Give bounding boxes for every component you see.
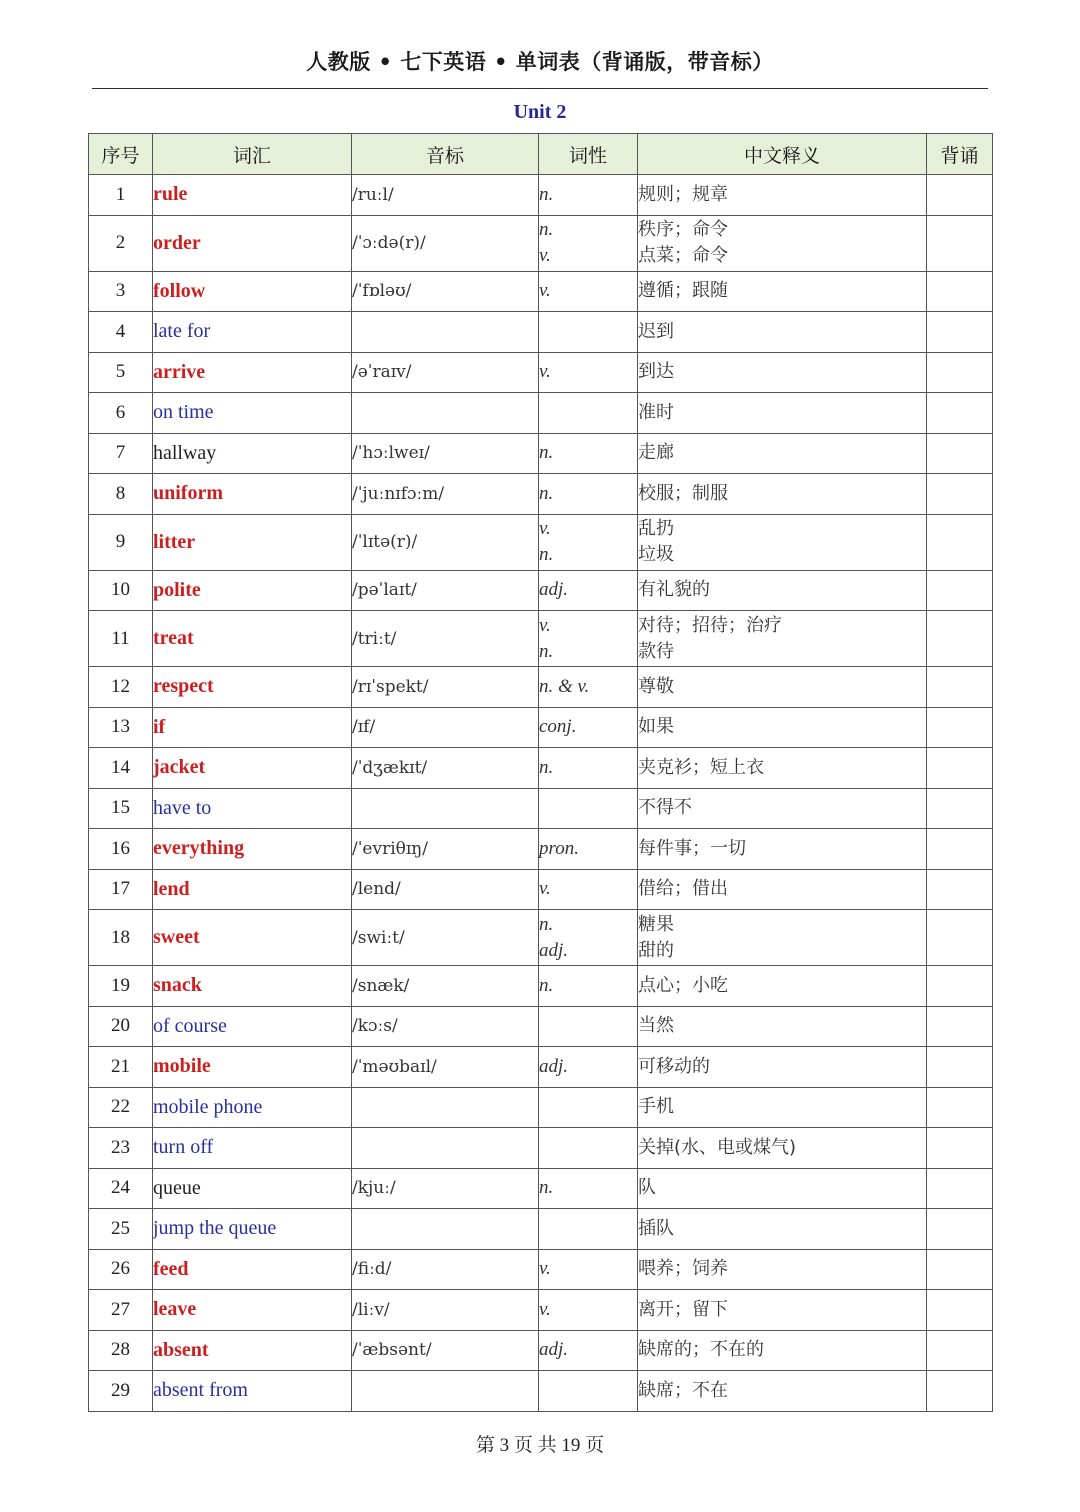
chinese-meaning-line: 每件事；一切 [638, 837, 746, 859]
part-of-speech-cell [539, 215, 638, 271]
row-number: 10 [89, 570, 153, 611]
part-of-speech-line: v. [539, 878, 551, 900]
chinese-meaning-line: 队 [638, 1177, 656, 1199]
chinese-meaning-cell [638, 1128, 927, 1169]
recite-cell [927, 352, 993, 393]
chinese-meaning-line: 离开；留下 [638, 1298, 728, 1320]
part-of-speech-cell [539, 433, 638, 474]
phonetic-cell: /triːt/ [352, 611, 539, 667]
word-cell: turn off [153, 1128, 352, 1169]
phonetic-cell: /snæk/ [352, 966, 539, 1007]
chinese-meaning-cell [638, 910, 927, 966]
part-of-speech-line: pron. [539, 837, 579, 859]
table-row [89, 1128, 993, 1169]
phonetic-cell [352, 393, 539, 434]
chinese-meaning-line: 尊敬 [638, 675, 674, 697]
table-row [89, 869, 993, 910]
chinese-meaning-cell [638, 1330, 927, 1371]
table-row [89, 1209, 993, 1250]
part-of-speech-cell [539, 966, 638, 1007]
part-of-speech-cell [539, 352, 638, 393]
table-row [89, 1006, 993, 1047]
recite-cell [927, 1128, 993, 1169]
recite-cell [927, 175, 993, 216]
chinese-meaning-cell [638, 474, 927, 515]
word-cell: feed [153, 1249, 352, 1290]
row-number: 12 [89, 667, 153, 708]
recite-cell [927, 966, 993, 1007]
row-number: 6 [89, 393, 153, 434]
table-row [89, 829, 993, 870]
header-phonetic: 音标 [352, 134, 539, 175]
chinese-meaning-line: 甜的 [638, 939, 674, 961]
chinese-meaning-line: 准时 [638, 401, 674, 423]
part-of-speech-cell [539, 1371, 638, 1412]
part-of-speech-cell [539, 1209, 638, 1250]
word-cell: uniform [153, 474, 352, 515]
page-footer: 第 3 页 共 19 页 [475, 1435, 605, 1456]
chinese-meaning-cell [638, 433, 927, 474]
row-number: 17 [89, 869, 153, 910]
word-cell: respect [153, 667, 352, 708]
word-cell: of course [153, 1006, 352, 1047]
word-cell: absent [153, 1330, 352, 1371]
row-number: 8 [89, 474, 153, 515]
chinese-meaning-cell [638, 514, 927, 570]
chinese-meaning-line: 走廊 [638, 442, 674, 464]
word-cell: mobile phone [153, 1087, 352, 1128]
table-row [89, 474, 993, 515]
chinese-meaning-cell [638, 570, 927, 611]
recite-cell [927, 1168, 993, 1209]
phonetic-cell: /ˈevriθɪŋ/ [352, 829, 539, 870]
table-header-row [89, 134, 993, 175]
chinese-meaning-cell [638, 393, 927, 434]
chinese-meaning-cell [638, 829, 927, 870]
part-of-speech-line: n. [539, 640, 554, 662]
chinese-meaning-cell [638, 312, 927, 353]
chinese-meaning-line: 可移动的 [638, 1055, 710, 1077]
word-cell: absent from [153, 1371, 352, 1412]
chinese-meaning-cell [638, 667, 927, 708]
part-of-speech-cell [539, 1047, 638, 1088]
table-body [89, 175, 993, 1412]
table-row [89, 1330, 993, 1371]
part-of-speech-line: n. [539, 482, 554, 504]
word-cell: everything [153, 829, 352, 870]
part-of-speech-cell [539, 514, 638, 570]
part-of-speech-cell [539, 271, 638, 312]
vocabulary-table [88, 133, 993, 1412]
recite-cell [927, 910, 993, 966]
row-number: 22 [89, 1087, 153, 1128]
phonetic-cell [352, 788, 539, 829]
part-of-speech-line: n. [539, 183, 554, 205]
part-of-speech-cell [539, 707, 638, 748]
table-row [89, 1087, 993, 1128]
chinese-meaning-cell [638, 1087, 927, 1128]
phonetic-cell: /ɪf/ [352, 707, 539, 748]
recite-cell [927, 271, 993, 312]
recite-cell [927, 707, 993, 748]
part-of-speech-cell [539, 829, 638, 870]
part-of-speech-line: n. [539, 974, 554, 996]
word-cell: mobile [153, 1047, 352, 1088]
word-cell: sweet [153, 910, 352, 966]
part-of-speech-line: v. [539, 1298, 551, 1320]
header-recite: 背诵 [927, 134, 993, 175]
chinese-meaning-line: 遵循；跟随 [638, 280, 728, 302]
row-number: 14 [89, 748, 153, 789]
row-number: 1 [89, 175, 153, 216]
recite-cell [927, 312, 993, 353]
phonetic-cell: /liːv/ [352, 1290, 539, 1331]
part-of-speech-line: n. [539, 756, 554, 778]
phonetic-cell: /swiːt/ [352, 910, 539, 966]
part-of-speech-line: v. [539, 1258, 551, 1280]
phonetic-cell: /ˈməʊbaɪl/ [352, 1047, 539, 1088]
phonetic-cell: /ˈhɔːlweɪ/ [352, 433, 539, 474]
part-of-speech-line: adj. [539, 579, 569, 601]
table-row [89, 788, 993, 829]
part-of-speech-cell [539, 393, 638, 434]
row-number: 18 [89, 910, 153, 966]
recite-cell [927, 1371, 993, 1412]
chinese-meaning-line: 规则；规章 [638, 183, 728, 205]
word-cell: arrive [153, 352, 352, 393]
word-cell: if [153, 707, 352, 748]
recite-cell [927, 1087, 993, 1128]
table-row [89, 1371, 993, 1412]
chinese-meaning-line: 糖果 [638, 913, 674, 935]
word-cell: rule [153, 175, 352, 216]
row-number: 29 [89, 1371, 153, 1412]
unit-title: Unit 2 [513, 101, 567, 123]
phonetic-cell [352, 312, 539, 353]
row-number: 9 [89, 514, 153, 570]
part-of-speech-line: v. [539, 280, 551, 302]
table-row [89, 352, 993, 393]
chinese-meaning-line: 到达 [638, 361, 674, 383]
phonetic-cell: /ˈæbsənt/ [352, 1330, 539, 1371]
chinese-meaning-cell [638, 707, 927, 748]
document-title: 人教版 • 七下英语 • 单词表（背诵版，带音标） [306, 50, 774, 74]
part-of-speech-line: n. & v. [539, 675, 590, 697]
recite-cell [927, 1006, 993, 1047]
part-of-speech-cell [539, 667, 638, 708]
phonetic-cell: /lend/ [352, 869, 539, 910]
row-number: 27 [89, 1290, 153, 1331]
table-row [89, 1047, 993, 1088]
row-number: 28 [89, 1330, 153, 1371]
recite-cell [927, 869, 993, 910]
phonetic-cell: /ruːl/ [352, 175, 539, 216]
chinese-meaning-cell [638, 1168, 927, 1209]
recite-cell [927, 748, 993, 789]
word-cell: leave [153, 1290, 352, 1331]
header-chinese-meaning: 中文释义 [638, 134, 927, 175]
row-number: 21 [89, 1047, 153, 1088]
chinese-meaning-cell [638, 271, 927, 312]
chinese-meaning-line: 乱扔 [638, 518, 674, 539]
word-cell: jump the queue [153, 1209, 352, 1250]
table-row [89, 667, 993, 708]
part-of-speech-cell [539, 175, 638, 216]
phonetic-cell: /əˈraɪv/ [352, 352, 539, 393]
phonetic-cell: /ˈɔːdə(r)/ [352, 215, 539, 271]
part-of-speech-line: adj. [539, 1339, 569, 1361]
part-of-speech-cell [539, 1249, 638, 1290]
chinese-meaning-cell [638, 966, 927, 1007]
recite-cell [927, 215, 993, 271]
part-of-speech-line: adj. [539, 1055, 569, 1077]
header-word: 词汇 [153, 134, 352, 175]
phonetic-cell: /ˈlɪtə(r)/ [352, 514, 539, 570]
chinese-meaning-line: 点心；小吃 [638, 974, 728, 996]
table-row [89, 707, 993, 748]
part-of-speech-cell [539, 788, 638, 829]
recite-cell [927, 1249, 993, 1290]
row-number: 16 [89, 829, 153, 870]
chinese-meaning-line: 关掉(水、电或煤气) [638, 1136, 797, 1158]
header-part-of-speech: 词性 [539, 134, 638, 175]
chinese-meaning-line: 点菜；命令 [638, 245, 728, 266]
word-cell: lend [153, 869, 352, 910]
chinese-meaning-cell [638, 1249, 927, 1290]
phonetic-cell: /kɔːs/ [352, 1006, 539, 1047]
word-cell: on time [153, 393, 352, 434]
table-row [89, 748, 993, 789]
table-row [89, 393, 993, 434]
phonetic-cell: /kjuː/ [352, 1168, 539, 1209]
row-number: 19 [89, 966, 153, 1007]
part-of-speech-cell [539, 869, 638, 910]
chinese-meaning-cell [638, 788, 927, 829]
part-of-speech-cell [539, 474, 638, 515]
recite-cell [927, 393, 993, 434]
row-number: 25 [89, 1209, 153, 1250]
chinese-meaning-line: 不得不 [638, 797, 692, 819]
word-cell: follow [153, 271, 352, 312]
table-row [89, 1168, 993, 1209]
chinese-meaning-cell [638, 748, 927, 789]
chinese-meaning-line: 校服；制服 [638, 482, 728, 504]
word-cell: treat [153, 611, 352, 667]
chinese-meaning-cell [638, 1047, 927, 1088]
row-number: 5 [89, 352, 153, 393]
chinese-meaning-line: 缺席的；不在的 [638, 1339, 764, 1361]
chinese-meaning-line: 垃圾 [638, 544, 674, 565]
word-cell: queue [153, 1168, 352, 1209]
part-of-speech-line: v. [539, 614, 551, 636]
part-of-speech-cell [539, 1330, 638, 1371]
row-number: 13 [89, 707, 153, 748]
part-of-speech-cell [539, 1128, 638, 1169]
part-of-speech-line: conj. [539, 716, 577, 738]
chinese-meaning-line: 款待 [638, 640, 674, 662]
chinese-meaning-line: 喂养；饲养 [638, 1258, 728, 1280]
chinese-meaning-line: 插队 [638, 1217, 674, 1239]
phonetic-cell [352, 1128, 539, 1169]
phonetic-cell: /ˈdʒækɪt/ [352, 748, 539, 789]
part-of-speech-cell [539, 570, 638, 611]
row-number: 20 [89, 1006, 153, 1047]
part-of-speech-line: n. [539, 1177, 554, 1199]
phonetic-cell: /ˈfɒləʊ/ [352, 271, 539, 312]
part-of-speech-cell [539, 1168, 638, 1209]
chinese-meaning-cell [638, 1290, 927, 1331]
table-row [89, 271, 993, 312]
part-of-speech-line: n. [539, 442, 554, 464]
table-row [89, 215, 993, 271]
row-number: 15 [89, 788, 153, 829]
part-of-speech-cell [539, 748, 638, 789]
table-row [89, 966, 993, 1007]
table-row [89, 312, 993, 353]
row-number: 3 [89, 271, 153, 312]
phonetic-cell: /rɪˈspekt/ [352, 667, 539, 708]
part-of-speech-cell [539, 1087, 638, 1128]
recite-cell [927, 474, 993, 515]
row-number: 11 [89, 611, 153, 667]
chinese-meaning-cell [638, 215, 927, 271]
table-row [89, 570, 993, 611]
chinese-meaning-line: 秩序；命令 [638, 219, 728, 240]
recite-cell [927, 667, 993, 708]
part-of-speech-cell [539, 312, 638, 353]
word-cell: late for [153, 312, 352, 353]
table-row [89, 433, 993, 474]
table-row [89, 611, 993, 667]
row-number: 2 [89, 215, 153, 271]
phonetic-cell: /ˈjuːnɪfɔːm/ [352, 474, 539, 515]
word-cell: polite [153, 570, 352, 611]
part-of-speech-line: v. [539, 518, 551, 539]
chinese-meaning-cell [638, 1371, 927, 1412]
chinese-meaning-cell [638, 611, 927, 667]
table-row [89, 1290, 993, 1331]
part-of-speech-line: n. [539, 219, 554, 240]
recite-cell [927, 1330, 993, 1371]
part-of-speech-line: v. [539, 361, 551, 383]
chinese-meaning-cell [638, 1209, 927, 1250]
word-cell: jacket [153, 748, 352, 789]
chinese-meaning-line: 如果 [638, 716, 674, 738]
chinese-meaning-line: 迟到 [638, 320, 674, 342]
part-of-speech-line: n. [539, 544, 554, 565]
row-number: 23 [89, 1128, 153, 1169]
recite-cell [927, 433, 993, 474]
recite-cell [927, 1209, 993, 1250]
word-cell: litter [153, 514, 352, 570]
part-of-speech-line: v. [539, 245, 551, 266]
chinese-meaning-line: 夹克衫；短上衣 [638, 756, 764, 778]
chinese-meaning-line: 当然 [638, 1015, 674, 1037]
part-of-speech-line: n. [539, 913, 554, 935]
phonetic-cell: /pəˈlaɪt/ [352, 570, 539, 611]
part-of-speech-line: adj. [539, 939, 569, 961]
chinese-meaning-cell [638, 869, 927, 910]
chinese-meaning-line: 对待；招待；治疗 [638, 614, 782, 636]
recite-cell [927, 570, 993, 611]
table-row [89, 910, 993, 966]
table-row [89, 1249, 993, 1290]
word-cell: snack [153, 966, 352, 1007]
title-divider [92, 88, 988, 89]
phonetic-cell: /fiːd/ [352, 1249, 539, 1290]
chinese-meaning-line: 有礼貌的 [638, 579, 710, 601]
chinese-meaning-line: 手机 [638, 1096, 674, 1118]
chinese-meaning-cell [638, 175, 927, 216]
recite-cell [927, 514, 993, 570]
part-of-speech-cell [539, 1006, 638, 1047]
word-cell: order [153, 215, 352, 271]
table-row [89, 175, 993, 216]
phonetic-cell [352, 1209, 539, 1250]
row-number: 4 [89, 312, 153, 353]
chinese-meaning-cell [638, 352, 927, 393]
chinese-meaning-line: 缺席；不在 [638, 1379, 728, 1401]
chinese-meaning-cell [638, 1006, 927, 1047]
row-number: 24 [89, 1168, 153, 1209]
chinese-meaning-line: 借给；借出 [638, 878, 728, 900]
header-number: 序号 [89, 134, 153, 175]
recite-cell [927, 788, 993, 829]
row-number: 26 [89, 1249, 153, 1290]
word-cell: hallway [153, 433, 352, 474]
recite-cell [927, 1290, 993, 1331]
phonetic-cell [352, 1087, 539, 1128]
recite-cell [927, 611, 993, 667]
row-number: 7 [89, 433, 153, 474]
part-of-speech-cell [539, 1290, 638, 1331]
recite-cell [927, 1047, 993, 1088]
table-row [89, 514, 993, 570]
word-cell: have to [153, 788, 352, 829]
recite-cell [927, 829, 993, 870]
phonetic-cell [352, 1371, 539, 1412]
part-of-speech-cell [539, 910, 638, 966]
part-of-speech-cell [539, 611, 638, 667]
